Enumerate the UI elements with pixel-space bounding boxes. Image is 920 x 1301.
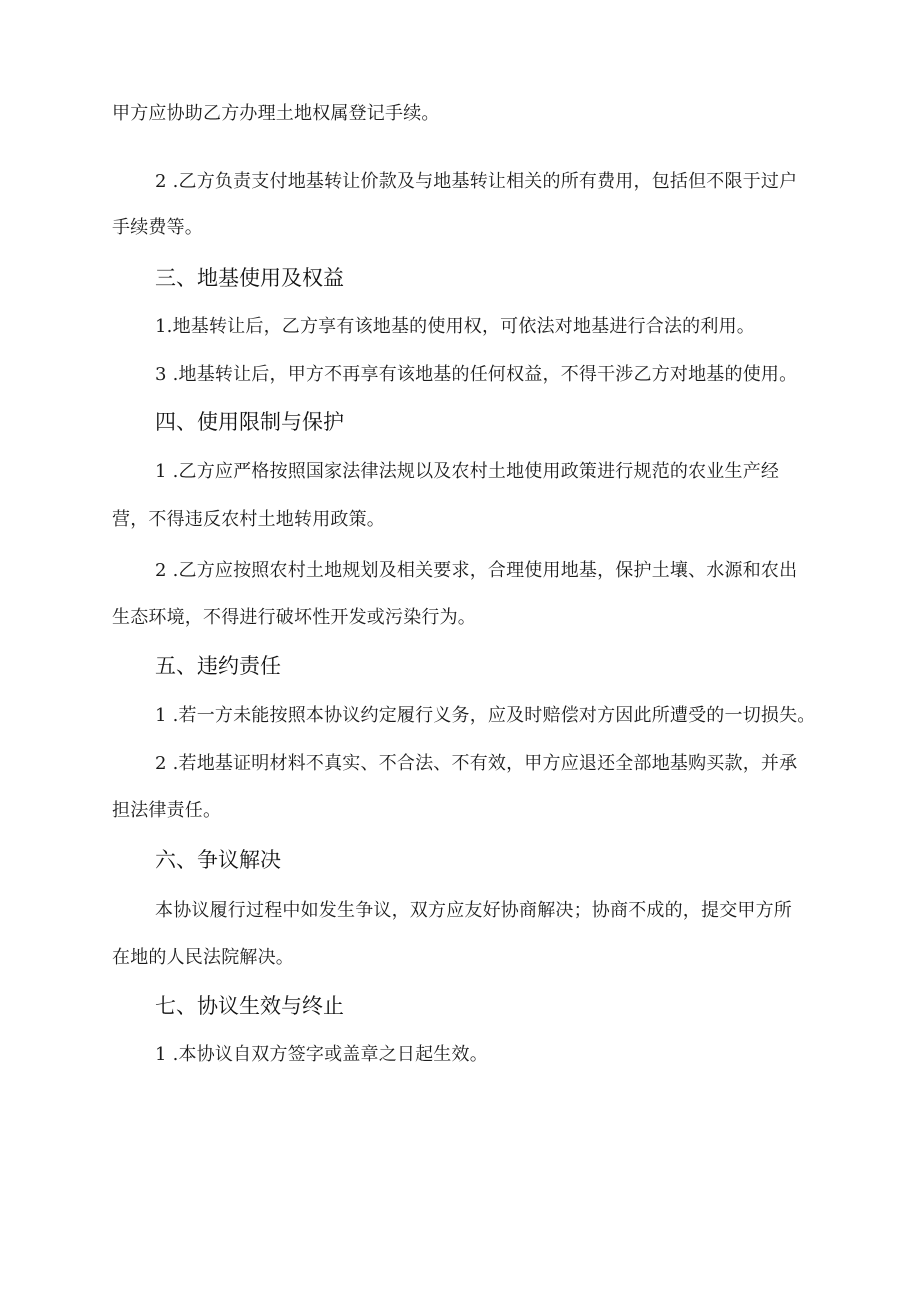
paragraph-line: 生态环境，不得进行破坏性开发或污染行为。: [112, 607, 476, 628]
paragraph-line: 1 .本协议自双方签字或盖章之日起生效。: [155, 1044, 488, 1065]
paragraph-line: 1.地基转让后，乙方享有该地基的使用权，可依法对地基进行合法的利用。: [155, 316, 755, 337]
paragraph-line: 担法律责任。: [112, 800, 222, 821]
section-heading-6: 六、争议解决: [155, 848, 281, 872]
section-heading-3: 三、地基使用及权益: [155, 266, 344, 290]
paragraph-line: 1 .乙方应严格按照国家法律法规以及农村土地使用政策进行规范的农业生产经: [155, 461, 780, 482]
paragraph-line: 1 .若一方未能按照本协议约定履行义务，应及时赔偿对方因此所遭受的一切损失。: [155, 705, 816, 726]
paragraph-line: 甲方应协助乙方办理土地权属登记手续。: [112, 103, 440, 124]
paragraph-line: 3 .地基转让后，甲方不再享有该地基的任何权益，不得干涉乙方对地基的使用。: [155, 364, 798, 385]
section-heading-5: 五、违约责任: [155, 654, 281, 678]
paragraph-line: 在地的人民法院解决。: [112, 947, 294, 968]
section-heading-7: 七、协议生效与终止: [155, 994, 344, 1018]
paragraph-line: 2 .乙方负责支付地基转让价款及与地基转让相关的所有费用，包括但不限于过户: [155, 171, 798, 192]
paragraph-line: 2 .若地基证明材料不真实、不合法、不有效，甲方应退还全部地基购买款，并承: [155, 753, 798, 774]
paragraph-line: 2 .乙方应按照农村土地规划及相关要求，合理使用地基，保护土壤、水源和农出: [155, 560, 798, 581]
section-heading-4: 四、使用限制与保护: [155, 410, 344, 434]
paragraph-line: 本协议履行过程中如发生争议，双方应友好协商解决；协商不成的，提交甲方所: [155, 900, 792, 921]
paragraph-line: 营，不得违反农村土地转用政策。: [112, 509, 385, 530]
paragraph-line: 手续费等。: [112, 217, 203, 238]
